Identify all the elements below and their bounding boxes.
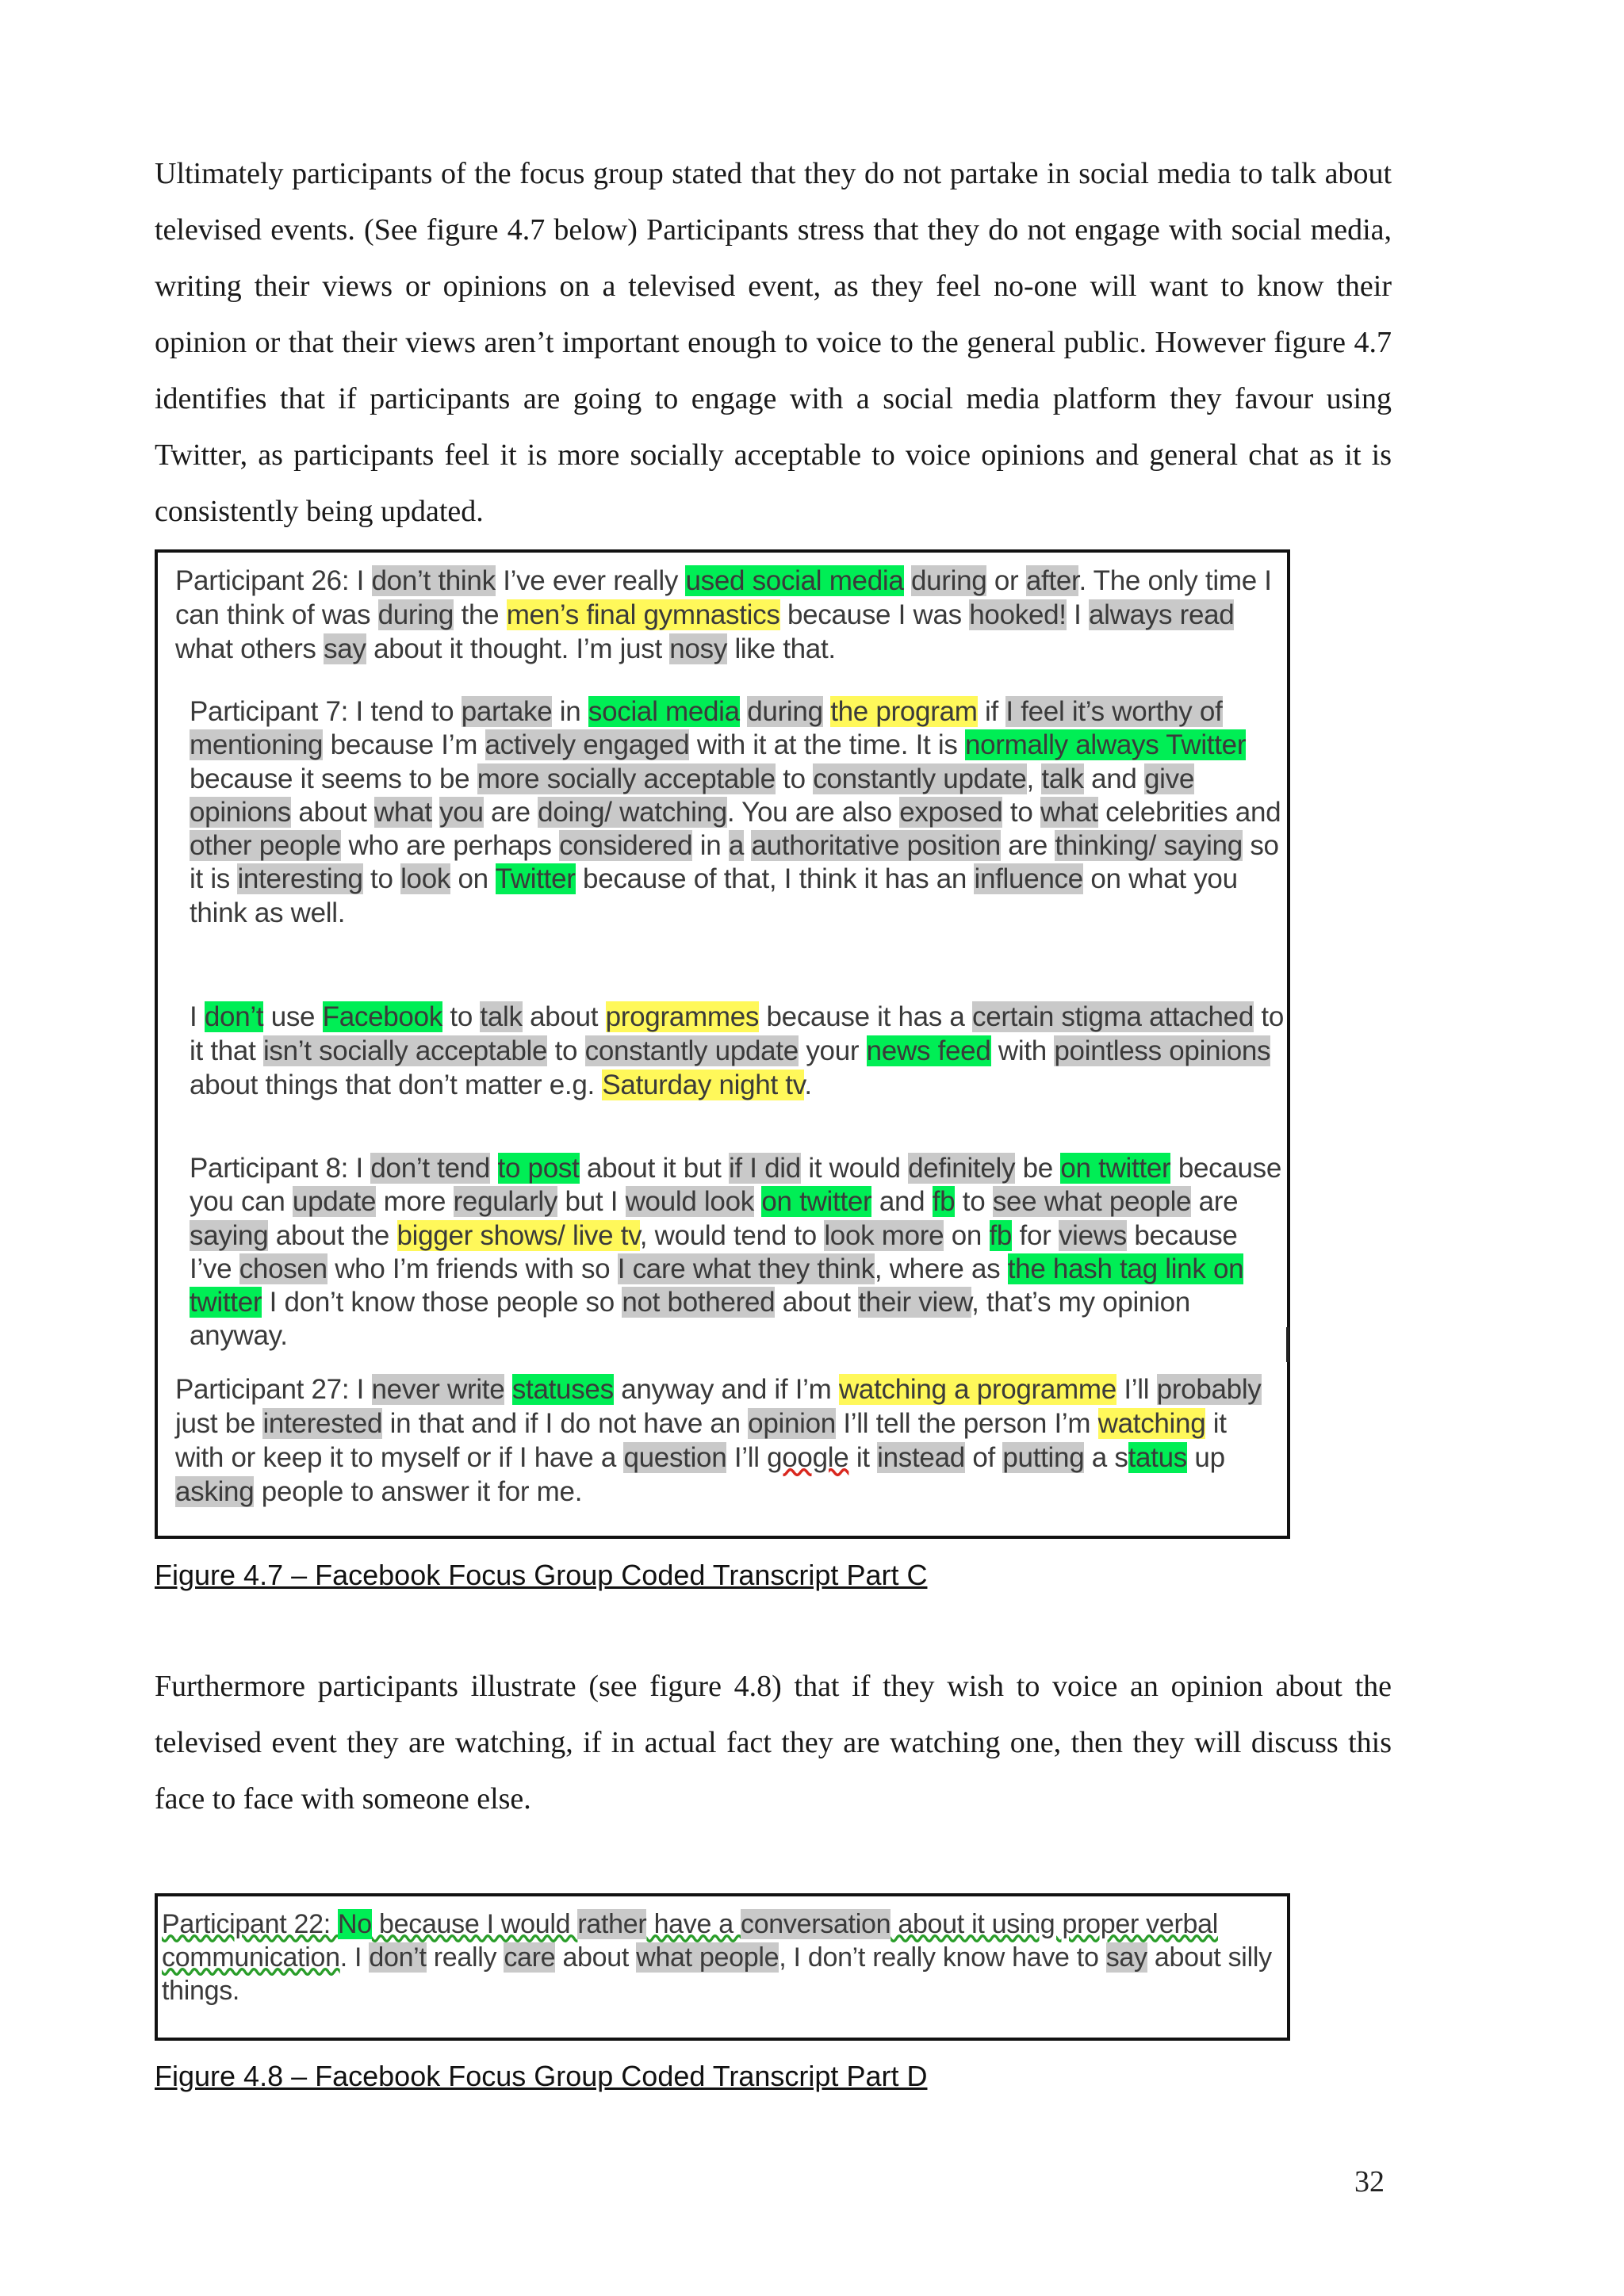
transcript-participant-22	[162, 1908, 1280, 2007]
transcript-segment-grey-code: definitely	[908, 1153, 1016, 1184]
body-paragraph-1: Ultimately participants of the focus group stated that they do not partake in social media to talk about televised events. (See figure 4.7 below) Participants stress that they do not engage with social media, writing their views or opinions on a televised event, as they feel no-one will want to know their opinion or that their views aren’t important enough to voice to the general public. However figure 4.7 identifies that if participants are going to engage with a social media platform they favour using Twitter, as participants feel it is more socially acceptable to voice opinions and general chat as it is consistently being updated.	[155, 157, 1392, 528]
transcript-segment-text	[490, 1153, 497, 1184]
text-cursor-marker	[1286, 1327, 1289, 1362]
transcript-segment-text: because it has a	[759, 1001, 973, 1032]
transcript-segment-text: use	[263, 1001, 323, 1032]
transcript-segment-text: I’ll tell the person I’m	[835, 1408, 1098, 1439]
transcript-segment-green-code: Facebook	[322, 1001, 442, 1032]
transcript-segment-text: I don’t know those people so	[262, 1287, 622, 1318]
transcript-segment-text: . You are also	[726, 796, 900, 828]
transcript-segment-grey-code: probably	[1156, 1374, 1262, 1405]
transcript-segment-text	[904, 565, 911, 596]
figure-4-8-transcript-box	[155, 1893, 1290, 2041]
transcript-segment-text	[823, 696, 830, 727]
transcript-segment-underlined-text: google	[767, 1442, 849, 1473]
transcript-segment-green-code: statuses	[511, 1374, 614, 1405]
transcript-segment-text: and	[871, 1186, 933, 1218]
transcript-segment-text: to	[442, 1001, 481, 1032]
transcript-segment-grey-code: actively engaged	[485, 729, 690, 761]
transcript-segment-text: it would	[800, 1153, 909, 1184]
transcript-segment-grey-code: constantly update	[584, 1035, 799, 1066]
transcript-segment-text: who are perhaps	[341, 830, 560, 862]
transcript-segment-yellow-code: programmes	[605, 1001, 760, 1032]
transcript-segment-text: on	[450, 863, 496, 895]
transcript-segment-text	[754, 1186, 761, 1217]
transcript-segment-yellow-code: watching	[1097, 1408, 1206, 1439]
transcript-segment-green-code: No	[338, 1909, 372, 1939]
transcript-segment-green-code: on twitter	[1060, 1153, 1171, 1184]
transcript-segment-text: like that.	[727, 633, 836, 664]
transcript-segment-underlined-text: Participant 22:	[162, 1909, 338, 1939]
figure-4-7-transcript-box	[155, 549, 1290, 1539]
transcript-participant-7-continued	[190, 1000, 1284, 1102]
transcript-segment-text: I’ll	[1116, 1374, 1157, 1405]
transcript-segment-grey-code: interested	[262, 1408, 383, 1439]
transcript-segment-text: because I’m	[323, 729, 485, 761]
transcript-segment-grey-code: views	[1058, 1219, 1127, 1251]
transcript-segment-grey-code: pointless opinions	[1054, 1035, 1271, 1066]
transcript-segment-green-code: social media	[588, 696, 740, 727]
transcript-segment-grey-code: talk	[1041, 763, 1084, 794]
transcript-segment-text: in that and if I do not have an	[382, 1408, 749, 1439]
transcript-segment-grey-code: always read	[1088, 599, 1235, 630]
transcript-participant-7	[190, 695, 1284, 930]
transcript-segment-text: to	[1002, 796, 1040, 828]
transcript-segment-text: on what you think as well.	[190, 863, 1238, 928]
transcript-segment-text: to	[547, 1035, 585, 1066]
transcript-segment-grey-code: if I did	[728, 1153, 801, 1184]
transcript-segment-grey-code: what people	[636, 1942, 779, 1973]
transcript-segment-grey-code: authoritative position	[751, 830, 1001, 862]
transcript-segment-text: in	[552, 696, 588, 727]
transcript-segment-grey-code: never write	[371, 1374, 505, 1405]
transcript-segment-grey-code: not bothered	[622, 1287, 776, 1318]
transcript-segment-green-code: used social media	[685, 565, 904, 596]
transcript-segment-grey-code: you	[439, 796, 484, 828]
transcript-segment-grey-code: I feel it’s worthy of mentioning	[190, 696, 1223, 761]
transcript-segment-text: I’ll	[726, 1442, 768, 1473]
transcript-segment-green-code: to post	[497, 1153, 580, 1184]
transcript-segment-text: with it at the time. It is	[689, 729, 965, 761]
transcript-segment-text: about it thought. I’m just	[366, 633, 670, 664]
transcript-segment-text: if	[977, 696, 1006, 727]
transcript-segment-text: just be	[175, 1408, 263, 1439]
transcript-segment-text: more	[376, 1186, 454, 1218]
transcript-segment-text: be	[1015, 1153, 1061, 1184]
transcript-segment-text: because of that, I think it has an	[575, 863, 975, 895]
transcript-segment-grey-code: care	[504, 1942, 556, 1973]
transcript-segment-text: and	[1083, 763, 1145, 794]
transcript-segment-grey-code: would look	[625, 1186, 754, 1218]
transcript-segment-grey-code: during	[377, 599, 454, 630]
transcript-participant-8	[190, 1152, 1284, 1353]
transcript-segment-grey-code: talk	[480, 1001, 523, 1032]
transcript-segment-grey-code: after	[1025, 565, 1079, 596]
transcript-segment-grey-code: a	[728, 830, 744, 862]
transcript-segment-text: for	[1012, 1219, 1059, 1251]
transcript-segment-green-code: Twitter	[495, 863, 576, 895]
transcript-segment-text	[432, 797, 439, 828]
transcript-segment-text: or	[986, 565, 1026, 596]
transcript-segment-grey-code: saying	[190, 1219, 269, 1251]
transcript-segment-text: I	[190, 1001, 205, 1032]
transcript-segment-text: to	[955, 1186, 993, 1218]
transcript-segment-underlined-text: about it using proper verbal communication	[162, 1909, 1218, 1973]
transcript-segment-yellow-code: men’s final gymnastics	[506, 599, 780, 630]
transcript-segment-grey-code: don’t tend	[370, 1153, 491, 1184]
transcript-segment-grey-code: what	[373, 796, 432, 828]
transcript-segment-text: I’ve ever really	[495, 565, 686, 596]
transcript-segment-text: about	[555, 1942, 637, 1973]
transcript-segment-yellow-code: the program	[830, 696, 978, 727]
transcript-segment-grey-code: partake	[461, 696, 553, 727]
transcript-segment-text	[740, 696, 747, 727]
transcript-segment-text: it with or keep it to myself or if I have a	[175, 1408, 1227, 1473]
transcript-segment-grey-code: more socially acceptable	[477, 763, 776, 794]
transcript-segment-grey-code: considered	[559, 830, 693, 862]
transcript-segment-grey-code: see what people	[992, 1186, 1192, 1218]
transcript-segment-green-code: on twitter	[761, 1186, 872, 1218]
transcript-segment-text: anyway and if I’m	[613, 1374, 839, 1405]
transcript-segment-text: Participant 27: I	[175, 1374, 372, 1405]
transcript-segment-grey-code: other people	[190, 830, 342, 862]
transcript-segment-yellow-code: watching a programme	[838, 1374, 1116, 1405]
transcript-segment-grey-code: asking	[175, 1476, 255, 1507]
transcript-segment-text: Participant 8: I	[190, 1153, 371, 1184]
transcript-segment-grey-code: don’t	[369, 1942, 427, 1973]
figure-4-8-caption: Figure 4.8 – Facebook Focus Group Coded Transcript Part D	[155, 2060, 928, 2092]
transcript-segment-grey-code: look more	[824, 1219, 944, 1251]
transcript-segment-green-code: fb	[989, 1219, 1013, 1251]
transcript-segment-text: because you can	[190, 1153, 1282, 1218]
transcript-segment-text: what others	[175, 633, 324, 664]
transcript-segment-grey-code: certain stigma attached	[972, 1001, 1254, 1032]
transcript-segment-text: in	[692, 830, 729, 862]
transcript-segment-text: . I	[339, 1942, 370, 1973]
transcript-segment-green-code: fb	[932, 1186, 956, 1218]
transcript-segment-underlined-text: because I would	[371, 1909, 578, 1939]
transcript-segment-text: are	[1000, 830, 1055, 862]
transcript-segment-text: because I was	[779, 599, 970, 630]
transcript-segment-text: because I’ve	[190, 1219, 1238, 1284]
transcript-segment-grey-code: their view	[858, 1287, 972, 1318]
transcript-segment-grey-code: conversation	[741, 1909, 891, 1939]
transcript-segment-grey-code: constantly update	[813, 763, 1027, 794]
transcript-participant-26	[175, 564, 1277, 666]
transcript-segment-grey-code: during	[910, 565, 987, 596]
transcript-segment-text: celebrities and	[1097, 796, 1281, 828]
transcript-segment-text: with	[990, 1035, 1055, 1066]
transcript-segment-text: about	[290, 796, 374, 828]
transcript-segment-grey-code: what	[1040, 796, 1098, 828]
transcript-segment-yellow-code: Saturday night tv	[602, 1070, 805, 1100]
transcript-segment-grey-code: question	[623, 1442, 727, 1473]
transcript-segment-grey-code: opinion	[748, 1408, 836, 1439]
page-number: 32	[1354, 2165, 1385, 2198]
transcript-segment-text: your	[798, 1035, 867, 1066]
transcript-segment-text: are	[483, 796, 538, 828]
transcript-segment-green-code: tatus	[1128, 1442, 1187, 1473]
transcript-segment-grey-code: during	[747, 696, 823, 727]
transcript-segment-text: to	[362, 863, 401, 895]
transcript-segment-text: about	[775, 1287, 859, 1318]
transcript-segment-text: about silly things.	[162, 1942, 1272, 2006]
transcript-segment-grey-code: hooked!	[969, 599, 1067, 630]
transcript-segment-text: about things that don’t matter e.g.	[190, 1070, 603, 1100]
transcript-segment-text: . The only time I can think of was	[175, 565, 1272, 630]
transcript-segment-text: but I	[557, 1186, 626, 1218]
transcript-segment-text: , where as	[874, 1253, 1008, 1284]
transcript-segment-text: who I’m friends with so	[327, 1253, 618, 1284]
figure-4-7-caption: Figure 4.7 – Facebook Focus Group Coded Transcript Part C	[155, 1559, 928, 1591]
transcript-segment-grey-code: influence	[974, 863, 1083, 895]
transcript-participant-27	[175, 1372, 1277, 1509]
transcript-segment-text: really	[426, 1942, 504, 1973]
transcript-segment-text: are	[1191, 1186, 1239, 1218]
transcript-segment-text: to	[775, 763, 814, 794]
transcript-segment-text: of	[964, 1442, 1003, 1473]
transcript-segment-text: the	[454, 599, 507, 630]
transcript-segment-text: a s	[1084, 1442, 1128, 1473]
transcript-segment-text: about it but	[579, 1153, 729, 1184]
transcript-segment-grey-code: update	[292, 1186, 377, 1218]
body-paragraph-2: Furthermore participants illustrate (see figure 4.8) that if they wish to voice an opinion about the televised event they are watching, if in actual fact they are watching one, then they will discuss this face to face with someone else.	[155, 1670, 1392, 1816]
transcript-segment-grey-code: doing/ watching	[538, 796, 727, 828]
transcript-segment-grey-code: chosen	[239, 1253, 327, 1284]
transcript-segment-text: , that’s my opinion anyway.	[190, 1287, 1190, 1352]
transcript-segment-text: on	[944, 1219, 990, 1251]
transcript-segment-text: , I don’t really know have to	[779, 1942, 1106, 1973]
transcript-segment-text	[504, 1374, 511, 1405]
transcript-segment-grey-code: rather	[577, 1909, 647, 1939]
transcript-segment-grey-code: I care what they think	[617, 1253, 875, 1284]
transcript-segment-text: Participant 26: I	[175, 565, 372, 596]
transcript-segment-grey-code: give opinions	[190, 763, 1195, 828]
transcript-segment-text: so it is	[190, 830, 1279, 895]
transcript-segment-grey-code: exposed	[899, 796, 1003, 828]
transcript-segment-grey-code: regularly	[453, 1186, 558, 1218]
transcript-segment-grey-code: thinking/ saying	[1055, 830, 1243, 862]
transcript-segment-text: ,	[1026, 763, 1042, 794]
transcript-segment-grey-code: look	[400, 863, 451, 895]
transcript-segment-grey-code: say	[1105, 1942, 1147, 1973]
transcript-segment-text: about	[522, 1001, 606, 1032]
transcript-segment-grey-code: isn’t socially acceptable	[262, 1035, 548, 1066]
transcript-segment-grey-code: say	[324, 633, 366, 664]
transcript-segment-yellow-code: bigger shows/ live tv	[396, 1219, 640, 1251]
transcript-segment-grey-code: don’t think	[371, 565, 496, 596]
transcript-segment-text: to it that	[190, 1001, 1285, 1066]
transcript-segment-underlined-text: have a	[646, 1909, 741, 1939]
transcript-segment-grey-code: instead	[877, 1442, 965, 1473]
transcript-segment-text: it	[848, 1442, 878, 1473]
transcript-segment-green-code: news feed	[866, 1035, 991, 1066]
transcript-segment-green-code: normally always Twitter	[964, 729, 1247, 761]
transcript-segment-green-code: don’t	[204, 1001, 264, 1032]
transcript-segment-text: about the	[268, 1219, 397, 1251]
transcript-segment-text: because it seems to be	[190, 763, 477, 794]
transcript-segment-text: .	[804, 1070, 812, 1100]
transcript-segment-text: up	[1186, 1442, 1225, 1473]
transcript-segment-text: I	[1066, 599, 1089, 630]
transcript-segment-text: Participant 7: I tend to	[190, 696, 462, 727]
transcript-segment-text: people to answer it for me.	[254, 1476, 583, 1507]
transcript-segment-grey-code: nosy	[669, 633, 728, 664]
transcript-segment-text: , would tend to	[639, 1219, 825, 1251]
transcript-segment-grey-code: putting	[1002, 1442, 1085, 1473]
transcript-segment-green-code: the hash tag link on twitter	[190, 1253, 1244, 1318]
transcript-segment-grey-code: interesting	[237, 863, 363, 895]
